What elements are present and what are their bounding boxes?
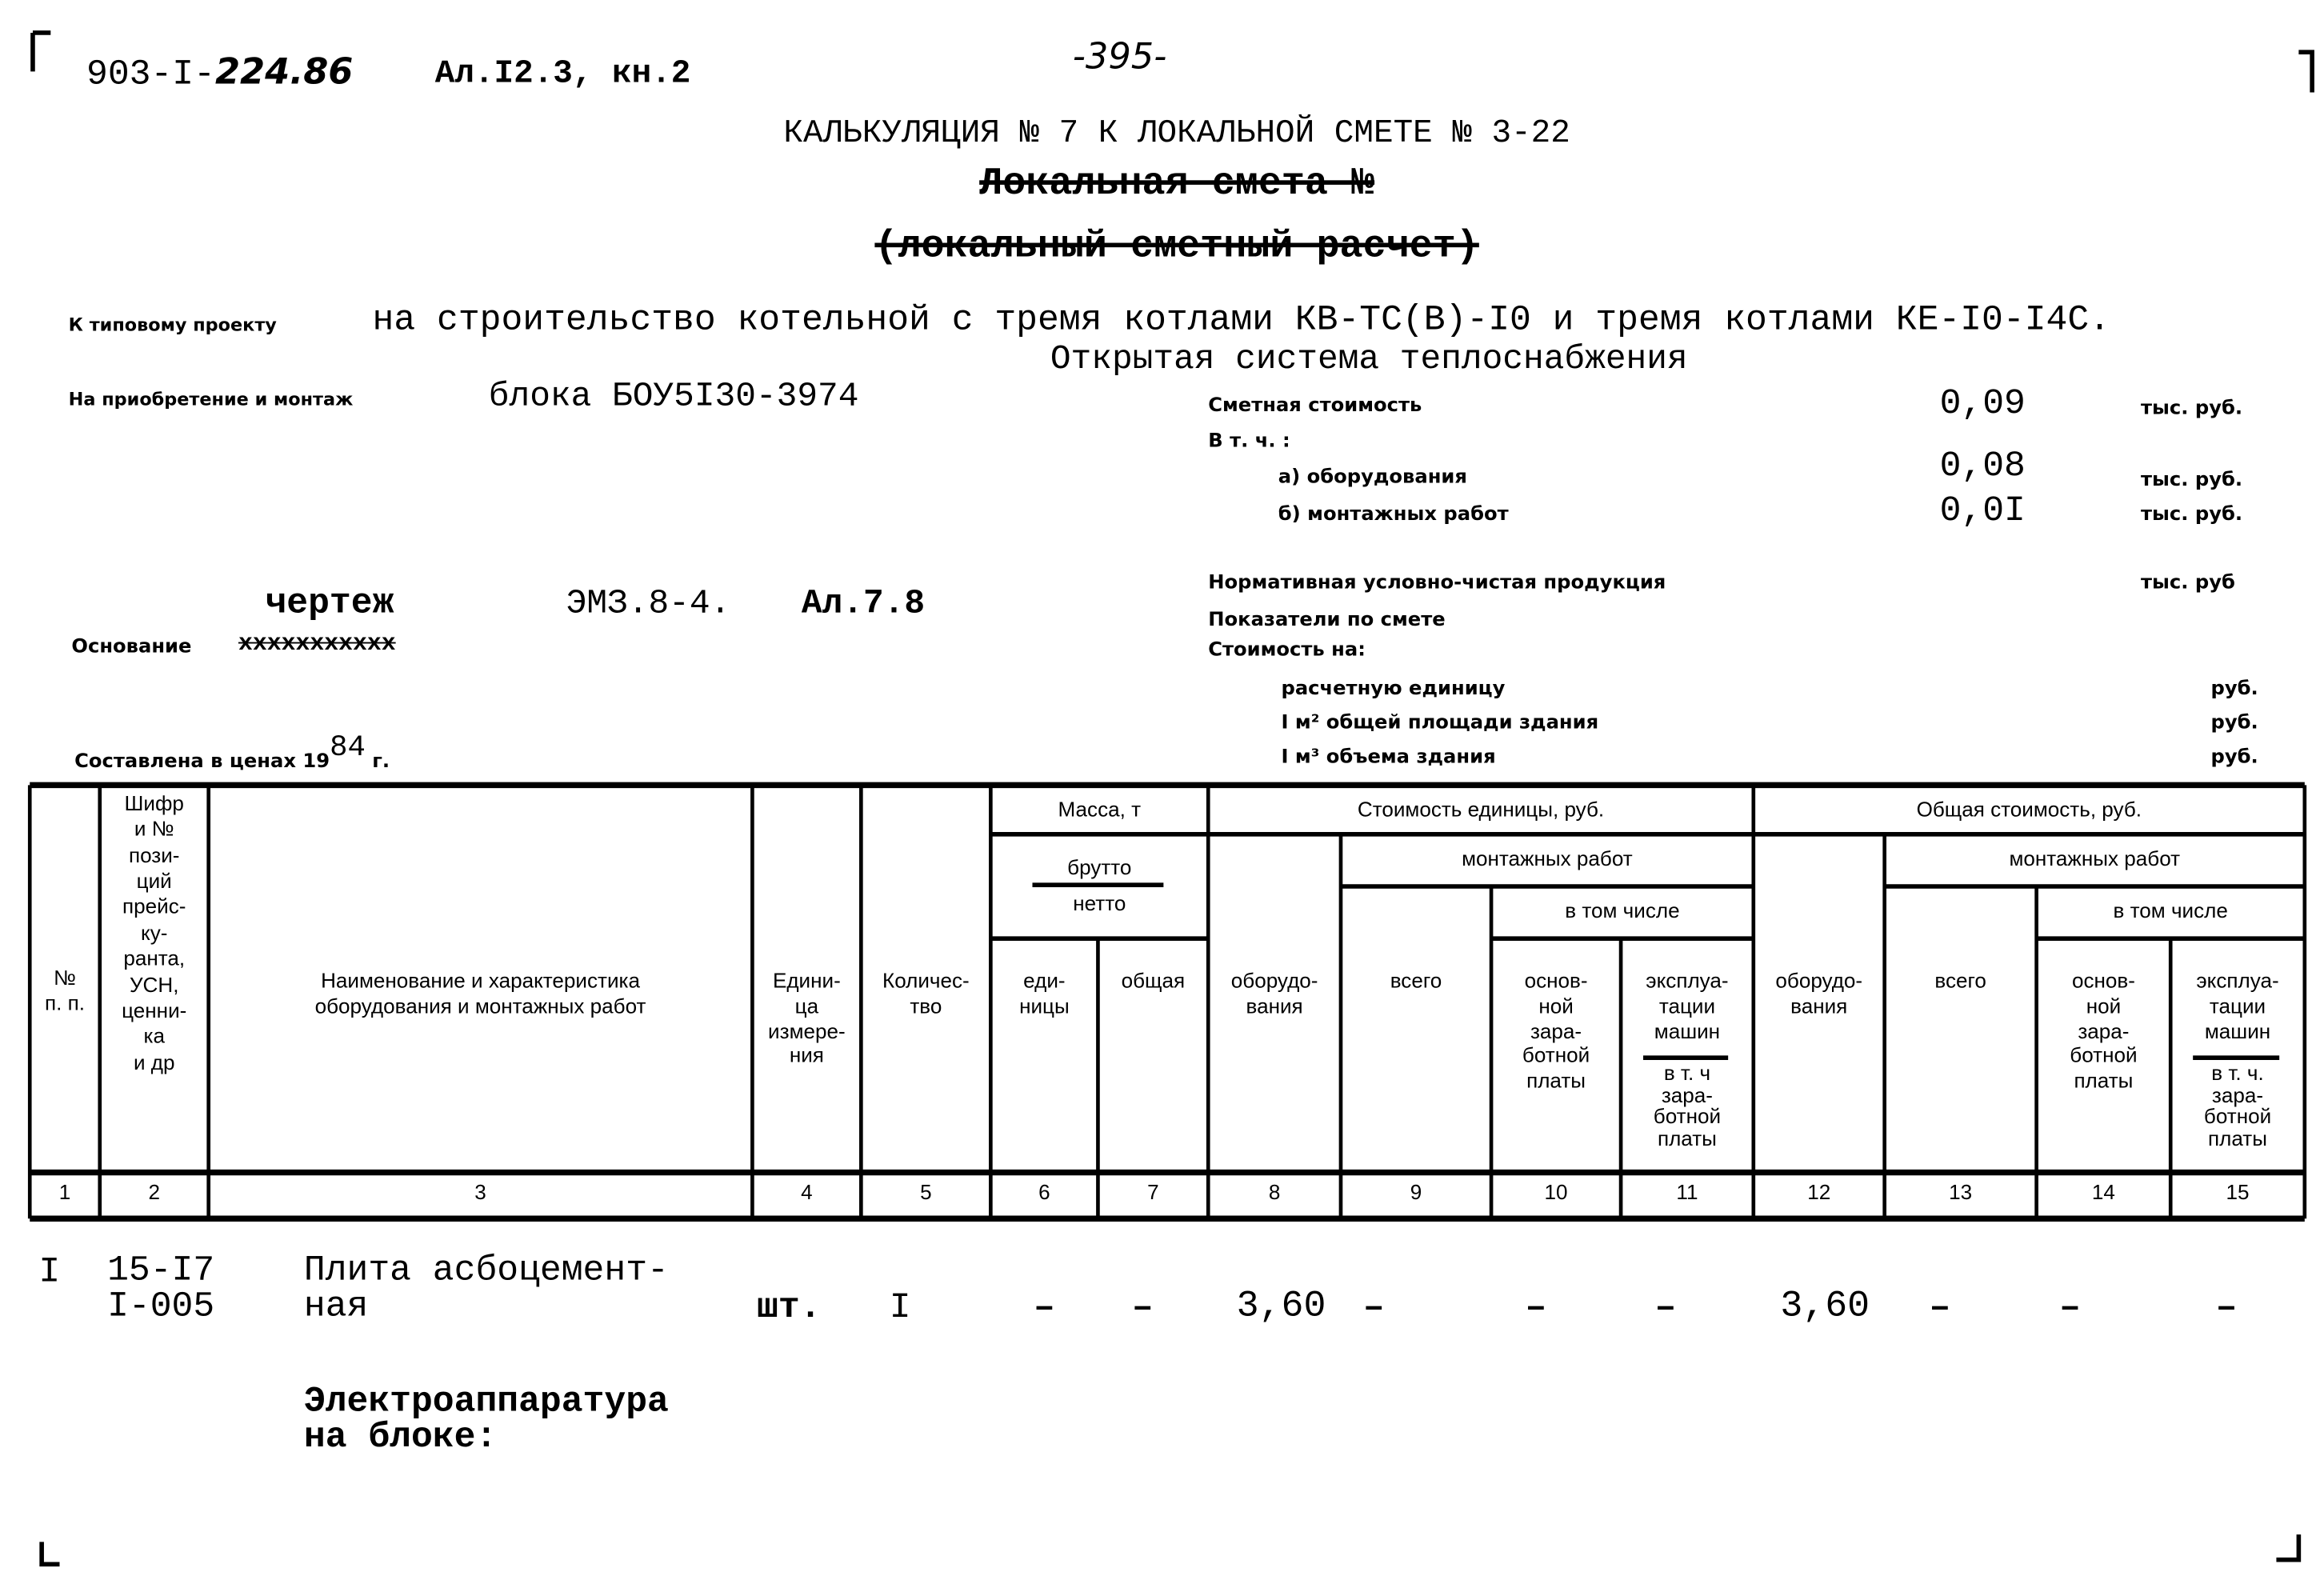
- row-unit: шт.: [756, 1288, 822, 1330]
- col-header-no: № п. п.: [45, 965, 85, 1014]
- col-number: 10: [1544, 1179, 1568, 1204]
- project-label: К типовому проекту: [68, 314, 277, 335]
- col-header-total-cost: Общая стоимость, руб.: [1916, 797, 2142, 822]
- project-value-2: Открытая система теплоснабжения: [1050, 339, 1688, 378]
- col-header-total-all: всего: [1934, 968, 1986, 993]
- purchase-value: блока БОУ5I30-3974: [488, 377, 859, 416]
- equipment-cost-value: 0,08: [1939, 446, 2026, 487]
- col-header-unit-install: монтажных работ: [1462, 846, 1633, 870]
- struck-title-1: Локальная смета №: [979, 161, 1375, 206]
- estimated-cost-label: Сметная стоимость: [1208, 394, 1422, 418]
- per-m3-rub: руб.: [2210, 746, 2258, 769]
- document-code: [86, 50, 354, 96]
- drawing-label: чертеж: [265, 583, 394, 625]
- normative-unit: тыс. руб: [2140, 572, 2235, 595]
- col-header-unit-machines-wage: в т. ч зара- ботной платы: [1653, 1060, 1722, 1150]
- col-header-total-install: монтажных работ: [2009, 846, 2181, 870]
- row-mass-total: –: [1131, 1288, 1154, 1330]
- row-total-wage: –: [2059, 1288, 2081, 1330]
- section-heading: Электроаппаратура на блоке:: [303, 1382, 669, 1458]
- col-number: 12: [1807, 1179, 1831, 1204]
- normative-label: Нормативная условно-чистая продукция: [1208, 572, 1666, 595]
- col-header-unit-all: всего: [1390, 968, 1442, 993]
- row-unit-equipment: 3,60: [1236, 1284, 1326, 1328]
- basis-label: Основание: [71, 636, 192, 659]
- col-number: 9: [1410, 1179, 1422, 1204]
- col-header-total-equipment: оборудо- вания: [1775, 968, 1863, 1018]
- row-name: Плита асбоцемент- ная: [303, 1251, 669, 1327]
- estimated-cost-unit: тыс. руб.: [2140, 398, 2243, 421]
- compiled-suffix: г.: [372, 750, 390, 774]
- row-total-install-all: –: [1929, 1288, 1951, 1330]
- col-header-total-wage: основ- ной зара- ботной платы: [2070, 968, 2138, 1093]
- compiled-label: Составлена в ценах 19: [74, 750, 330, 774]
- per-m2-rub: руб.: [2210, 712, 2258, 735]
- col-header-unit: Едини- ца измере- ния: [768, 968, 846, 1068]
- compiled-year: 84: [330, 731, 366, 766]
- col-number: 3: [474, 1179, 486, 1204]
- equipment-cost-unit: тыс. руб.: [2140, 469, 2243, 492]
- equipment-cost-label: а) оборудования: [1278, 466, 1467, 489]
- per-m3-label: I м³ объема здания: [1281, 746, 1496, 769]
- installation-cost-label: б) монтажных работ: [1278, 503, 1509, 526]
- row-unit-install-all: –: [1362, 1288, 1385, 1330]
- doc-code: 903-I-: [86, 54, 215, 96]
- purchase-label: На приобретение и монтаж: [68, 389, 354, 410]
- col-header-netto: нетто: [1073, 890, 1126, 915]
- project-value: на строительство котельной с тремя котлами КВ-ТС(В)-I0 и тремя котлами КЕ-I0-I4С.: [372, 301, 2110, 342]
- col-header-mass: Масса, т: [1058, 797, 1142, 822]
- estimated-cost-value: 0,09: [1939, 384, 2026, 425]
- col-header-name: Наименование и характеристика оборудования и монтажных работ: [314, 968, 646, 1018]
- col-header-brutto: брутто: [1067, 854, 1132, 879]
- col-header-total-incl: в том числе: [2113, 898, 2228, 922]
- indicators-label: Показатели по смете: [1208, 609, 1446, 632]
- cost-on-label: Стоимость на:: [1208, 638, 1366, 662]
- col-header-unit-wage: основ- ной зара- ботной платы: [1522, 968, 1590, 1093]
- col-number: 4: [801, 1179, 813, 1204]
- corner-mark-bottom-right: [2276, 1534, 2298, 1560]
- col-number: 1: [58, 1179, 71, 1204]
- row-total-equipment: 3,60: [1780, 1284, 1870, 1328]
- corner-mark-bottom-left: [42, 1542, 59, 1564]
- col-header-unit-incl: в том числе: [1565, 898, 1680, 922]
- row-total-machines: –: [2215, 1288, 2238, 1330]
- col-number: 14: [2091, 1179, 2115, 1204]
- installation-cost-value: 0,0I: [1939, 491, 2026, 532]
- drawing-sheet: Ал.7.8: [801, 583, 926, 623]
- installation-cost-unit: тыс. руб.: [2140, 503, 2243, 526]
- col-number: 15: [2226, 1179, 2250, 1204]
- page-title: КАЛЬКУЛЯЦИЯ № 7 К ЛОКАЛЬНОЙ СМЕТЕ № 3-22: [783, 114, 1570, 152]
- col-number: 13: [1949, 1179, 1973, 1204]
- col-number: 7: [1147, 1179, 1159, 1204]
- col-header-code: Шифр и № пози- ций прейс- ку- ранта, УСН, ценни- ка и др: [122, 790, 187, 1074]
- col-header-unit-cost: Стоимость единицы, руб.: [1357, 797, 1605, 822]
- drawing-code: ЭМЗ.8-4.: [566, 583, 731, 623]
- col-number: 8: [1268, 1179, 1281, 1204]
- row-mass-unit: –: [1033, 1288, 1055, 1330]
- doc-code-handwritten: 224.86: [214, 50, 354, 93]
- col-header-mass-total: общая: [1121, 968, 1186, 993]
- col-header-total-machines-wage: в т. ч. зара- ботной платы: [2203, 1060, 2272, 1150]
- including-label: В т. ч. :: [1208, 430, 1290, 454]
- col-header-unit-machines: эксплуа- тации машин: [1646, 968, 1729, 1042]
- col-header-unit-equipment: оборудо- вания: [1230, 968, 1318, 1018]
- col-header-mass-unit: еди- ницы: [1019, 968, 1070, 1018]
- row-unit-wage: –: [1525, 1288, 1547, 1330]
- row-unit-machines: –: [1654, 1288, 1677, 1330]
- col-header-qty: Количес- тво: [882, 968, 970, 1018]
- row-no: I: [38, 1253, 61, 1294]
- compiled-prices: [74, 731, 390, 776]
- per-unit-label: расчетную единицу: [1281, 678, 1506, 701]
- per-m2-label: I м² общей площади здания: [1281, 712, 1599, 735]
- col-header-total-machines: эксплуа- тации машин: [2196, 968, 2279, 1042]
- struck-title-2: (локальный сметный расчет): [874, 223, 1479, 269]
- per-unit-rub: руб.: [2210, 678, 2258, 701]
- col-number: 11: [1676, 1179, 1698, 1204]
- page-number: -395-: [1072, 35, 1167, 78]
- corner-mark-top-right: [2298, 52, 2312, 92]
- row-code: 15-I7 I-005: [107, 1251, 215, 1327]
- basis-struck: ххххххххххх: [238, 630, 396, 658]
- row-qty: I: [889, 1288, 911, 1330]
- col-number: 2: [148, 1179, 160, 1204]
- col-number: 6: [1038, 1179, 1050, 1204]
- album-ref: Ал.I2.3, кн.2: [434, 54, 691, 93]
- corner-mark-top-left: [33, 33, 50, 71]
- col-number: 5: [920, 1179, 932, 1204]
